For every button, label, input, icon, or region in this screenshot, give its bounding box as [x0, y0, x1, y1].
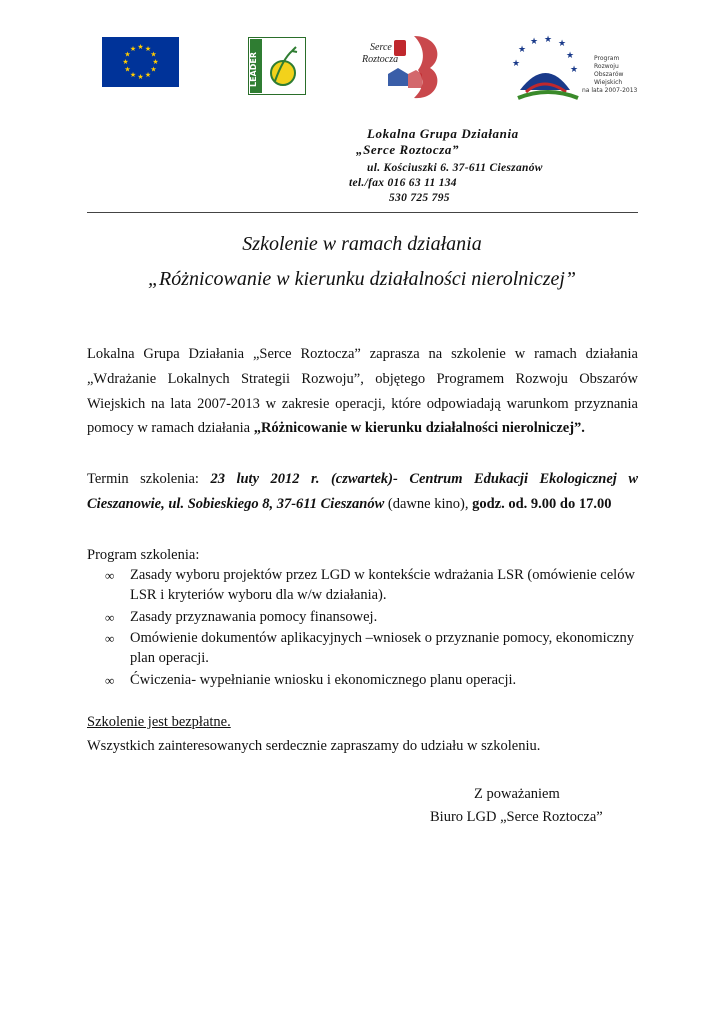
svg-text:★: ★	[137, 43, 144, 51]
termin-paragraph	[87, 467, 638, 517]
list-item	[105, 671, 637, 691]
serce-logo-line2: Roztocza	[362, 54, 399, 65]
svg-text:★: ★	[137, 73, 144, 81]
address-org-name: Lokalna Grupa Działania	[367, 126, 519, 141]
prow-line5: na lata 2007-2013	[582, 87, 638, 94]
svg-text:★: ★	[144, 71, 152, 79]
regards: Z poważaniem	[474, 786, 560, 802]
prow-line3: Obszarów	[594, 71, 624, 78]
svg-text:★: ★	[124, 65, 131, 74]
svg-text:★: ★	[150, 50, 157, 59]
list-item	[105, 608, 637, 628]
svg-text:★: ★	[150, 65, 157, 74]
svg-text:★: ★	[124, 50, 131, 59]
termin-hours: godz. od. 9.00 do 17.00	[472, 495, 612, 512]
free-training-note: Szkolenie jest bezpłatne.	[87, 714, 231, 730]
intro-paragraph	[87, 342, 638, 441]
svg-text:★: ★	[129, 45, 137, 53]
prow-logo-icon	[508, 35, 638, 106]
signature: Biuro LGD „Serce Roztocza”	[430, 809, 603, 825]
address-org-subname: „Serce Roztocza”	[356, 142, 460, 157]
infinity-bullet-icon: ∞	[105, 672, 115, 688]
address-street: ul. Kościuszki 6. 37-611 Cieszanów	[367, 162, 543, 174]
program-item-text: Omówienie dokumentów aplikacyjnych –wniosek o przyznanie pomocy, ekonomiczny plan operacji.	[130, 630, 635, 667]
termin-note: (dawne kino),	[384, 495, 473, 512]
prow-line1: Program	[594, 55, 620, 62]
infinity-bullet-icon: ∞	[105, 568, 115, 583]
intro-text: Lokalna Grupa Działania „Serce Roztocza” zaprasza na szkolenie w ramach działania „Wdrażanie Lokalnych Strategii Rozwoju”, objętego Programem Rozwoju Obszarów Wiejskich na lata 2007-2013 w zakresie operacji, które odpowiadają warunkom przyznania pomocy w ramach działania	[87, 346, 638, 437]
leader-logo-icon	[248, 37, 306, 95]
svg-text:LEADER: LEADER	[249, 51, 258, 87]
intro-bold-action: „Różnicowanie w kierunku działalności nierolniczej”.	[253, 420, 585, 437]
svg-text:★: ★	[565, 51, 575, 61]
svg-text:★: ★	[511, 59, 521, 69]
svg-text:★: ★	[543, 35, 553, 45]
list-item	[105, 629, 637, 669]
eu-flag-icon	[102, 37, 179, 87]
program-item-text: Zasady przyznawania pomocy finansowej.	[130, 608, 378, 625]
svg-text:★: ★	[122, 58, 129, 66]
program-list	[105, 566, 637, 693]
serce-logo-line1: Serce	[370, 42, 392, 53]
infinity-bullet-icon: ∞	[105, 609, 115, 625]
document-subtitle: „Różnicowanie w kierunku działalności nierolniczej”	[147, 268, 577, 290]
prow-line2: Rozwoju	[594, 63, 619, 70]
svg-text:★: ★	[569, 65, 579, 75]
termin-when-where: 23 luty 2012 r. (czwartek)- Centrum Edukacji Ekologicznej w Cieszanowie, ul. Sobieskiego 8, 37-611 Cieszanów	[87, 471, 638, 512]
list-item	[105, 566, 637, 606]
infinity-bullet-icon: ∞	[105, 631, 115, 647]
svg-text:★: ★	[529, 37, 539, 47]
prow-line4: Wiejskich	[594, 79, 623, 86]
serce-roztocza-logo	[360, 30, 446, 102]
svg-text:★: ★	[557, 39, 567, 49]
address-phone-2: 530 725 795	[389, 192, 450, 204]
svg-text:★: ★	[152, 58, 159, 66]
svg-text:★: ★	[129, 71, 137, 79]
termin-label: Termin szkolenia:	[87, 471, 211, 487]
header-divider	[87, 212, 638, 213]
program-label: Program szkolenia:	[87, 547, 200, 563]
svg-text:★: ★	[144, 45, 152, 53]
document-title: Szkolenie w ramach działania	[242, 233, 482, 255]
address-phone: tel./fax 016 63 11 134	[349, 177, 457, 189]
svg-text:★: ★	[517, 45, 527, 55]
invitation-text: Wszystkich zainteresowanych serdecznie zapraszamy do udziału w szkoleniu.	[87, 738, 541, 754]
program-item-text: Zasady wyboru projektów przez LGD w kontekście wdrażania LSR (omówienie celów LSR i kryteriów wyboru dla w/w działania).	[130, 567, 635, 603]
program-item-text: Ćwiczenia- wypełnianie wniosku i ekonomicznego planu operacji.	[130, 671, 517, 688]
